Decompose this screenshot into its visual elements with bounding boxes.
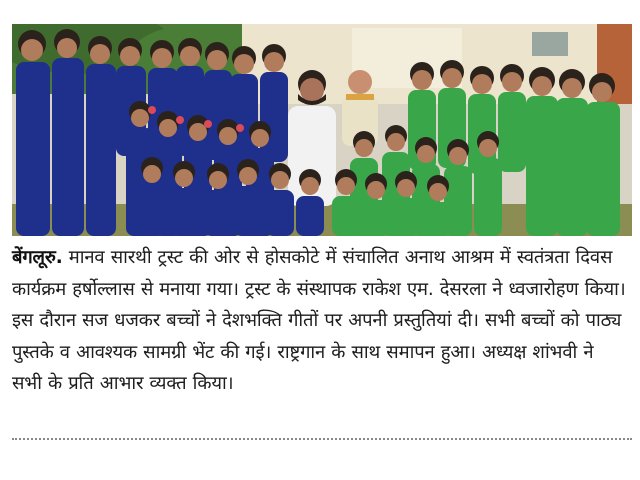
- news-article: [12, 242, 628, 400]
- article-dateline: बेंगलूरु.: [12, 247, 63, 268]
- group-photo: [12, 24, 632, 236]
- article-body: मानव सारथी ट्रस्ट की ओर से होसकोटे में संचालित अनाथ आश्रम में स्वतंत्रता दिवस कार्यक्रम हर्षोल्लास से मनाया गया। ट्रस्ट के संस्थापक राकेश एम. देसरला ने ध्वजारोहण किया। इस दौरान सज धजकर बच्चों ने देशभक्ति गीतों पर अपनी प्रस्तुतियां दी। सभी बच्चों को पाठ्य पुस्तके व आवश्यक सामग्री भेंट की गई। राष्ट्रगान के साथ समापन हुआ। अध्यक्ष शांभवी ने सभी के प्रति आभार व्यक्त किया।: [12, 247, 626, 394]
- clipping-border: [12, 438, 632, 440]
- group-photo-illustration: [12, 24, 632, 236]
